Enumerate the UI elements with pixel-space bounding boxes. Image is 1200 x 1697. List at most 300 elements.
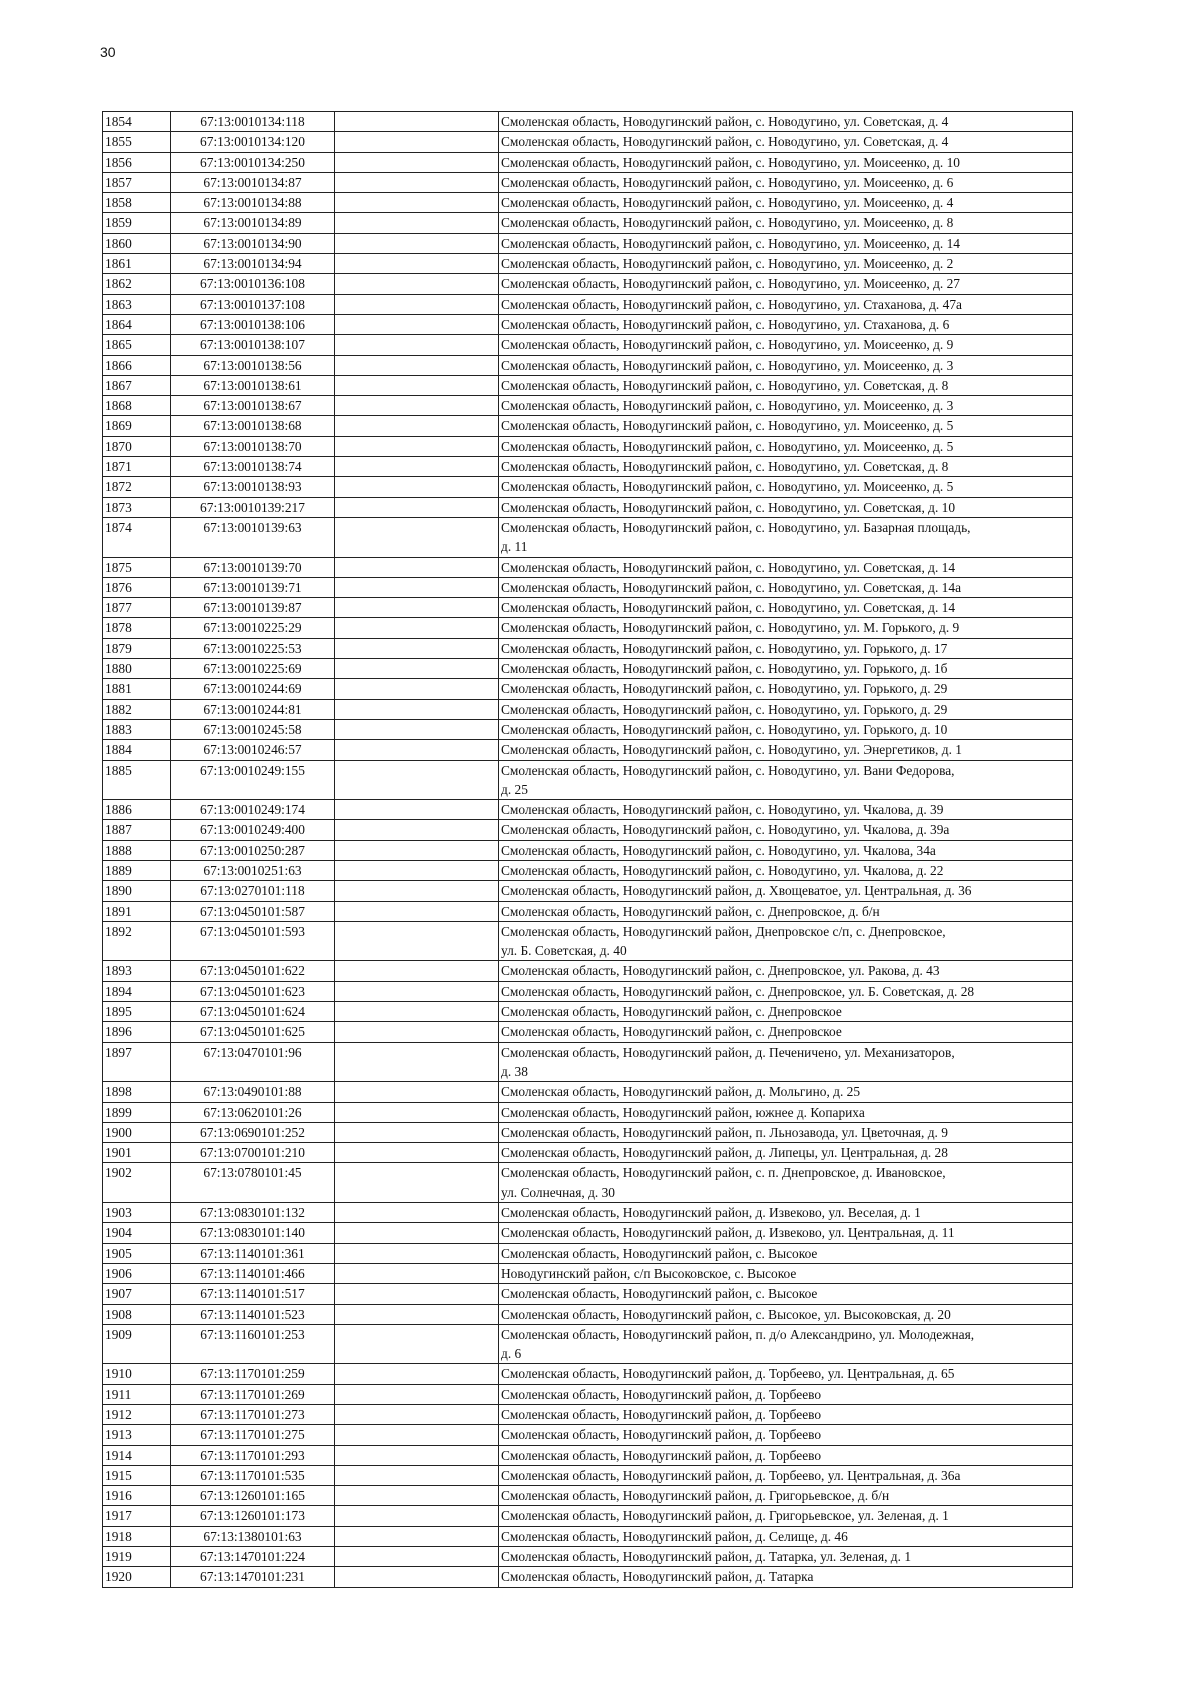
address-line: Смоленская область, Новодугинский район, с. Новодугино, ул. Моисеенко, д. 8 (501, 215, 954, 231)
cadastral-number-cell: 67:13:1170101:275 (171, 1425, 335, 1445)
cadastral-number-cell: 67:13:1140101:517 (171, 1284, 335, 1304)
table-row (103, 1223, 1073, 1243)
row-number-cell: 1875 (103, 557, 171, 577)
address-line: Смоленская область, Новодугинский район, п. Льнозавода, ул. Цветочная, д. 9 (501, 1124, 948, 1140)
address-line: Новодугинский район, с/п Высоковское, с. Высокое (501, 1265, 797, 1281)
table-row (103, 1324, 1073, 1364)
address-cell (499, 1284, 1073, 1304)
row-number-cell: 1901 (103, 1143, 171, 1163)
empty-cell (335, 1284, 499, 1304)
row-number-cell: 1902 (103, 1163, 171, 1203)
empty-cell (335, 294, 499, 314)
table-row (103, 1243, 1073, 1263)
empty-cell (335, 1102, 499, 1122)
row-number-cell: 1858 (103, 193, 171, 213)
address-cell (499, 1243, 1073, 1263)
empty-cell (335, 355, 499, 375)
address-line: Смоленская область, Новодугинский район, д. Торбеево, ул. Центральная, д. 36а (501, 1467, 961, 1483)
address-cell (499, 335, 1073, 355)
address-line: Смоленская область, Новодугинский район, с. Новодугино, ул. Чкалова, д. 39 (501, 802, 944, 818)
table-row (103, 233, 1073, 253)
address-line: Смоленская область, Новодугинский район, д. Григорьевское, д. б/н (501, 1488, 890, 1504)
address-cell (499, 577, 1073, 597)
cadastral-number-cell: 67:13:0010244:69 (171, 679, 335, 699)
cadastral-number-cell: 67:13:0450101:622 (171, 961, 335, 981)
row-number-cell: 1880 (103, 659, 171, 679)
empty-cell (335, 1567, 499, 1587)
cadastral-number-cell: 67:13:0830101:132 (171, 1203, 335, 1223)
empty-cell (335, 961, 499, 981)
table-row (103, 112, 1073, 132)
address-line: Смоленская область, Новодугинский район, д. Селище, д. 46 (501, 1528, 848, 1544)
cadastral-number-cell: 67:13:0010139:217 (171, 497, 335, 517)
address-line: Смоленская область, Новодугинский район, с. Высокое (501, 1245, 818, 1261)
cadastral-number-cell: 67:13:1260101:173 (171, 1506, 335, 1526)
row-number-cell: 1869 (103, 416, 171, 436)
empty-cell (335, 1465, 499, 1485)
row-number-cell: 1868 (103, 396, 171, 416)
address-line: Смоленская область, Новодугинский район, д. Торбеево (501, 1447, 822, 1463)
cadastral-number-cell: 67:13:1170101:273 (171, 1405, 335, 1425)
table-row (103, 1284, 1073, 1304)
address-cell (499, 193, 1073, 213)
address-cell (499, 557, 1073, 577)
address-cell (499, 1445, 1073, 1465)
cadastral-number-cell: 67:13:0010138:56 (171, 355, 335, 375)
cadastral-number-cell: 67:13:1170101:293 (171, 1445, 335, 1465)
address-cell (499, 598, 1073, 618)
empty-cell (335, 1304, 499, 1324)
address-line: Смоленская область, Новодугинский район, д. Печеничено, ул. Механизаторов, (501, 1044, 955, 1060)
address-line: Смоленская область, Новодугинский район, с. Новодугино, ул. Горького, д. 1б (501, 661, 948, 677)
address-cell (499, 457, 1073, 477)
empty-cell (335, 699, 499, 719)
address-cell (499, 800, 1073, 820)
cadastral-number-cell: 67:13:0010249:155 (171, 760, 335, 800)
row-number-cell: 1909 (103, 1324, 171, 1364)
address-cell (499, 981, 1073, 1001)
table-row (103, 152, 1073, 172)
table-row (103, 1082, 1073, 1102)
table-row (103, 193, 1073, 213)
row-number-cell: 1919 (103, 1547, 171, 1567)
row-number-cell: 1916 (103, 1486, 171, 1506)
address-cell (499, 517, 1073, 557)
table-row (103, 679, 1073, 699)
address-line: Смоленская область, Новодугинский район, с. Новодугино, ул. Стаханова, д. 47а (501, 296, 962, 312)
row-number-cell: 1861 (103, 254, 171, 274)
address-cell (499, 314, 1073, 334)
table-row (103, 375, 1073, 395)
address-cell (499, 1263, 1073, 1283)
address-line: Смоленская область, Новодугинский район, с. Новодугино, ул. Моисеенко, д. 3 (501, 357, 954, 373)
empty-cell (335, 497, 499, 517)
address-cell (499, 152, 1073, 172)
cadastral-number-cell: 67:13:1380101:63 (171, 1526, 335, 1546)
address-line: Смоленская область, Новодугинский район, южнее д. Копариха (501, 1104, 865, 1120)
address-cell (499, 497, 1073, 517)
row-number-cell: 1903 (103, 1203, 171, 1223)
empty-cell (335, 1042, 499, 1082)
address-line: Смоленская область, Новодугинский район, с. Новодугино, ул. Стаханова, д. 6 (501, 316, 950, 332)
row-number-cell: 1900 (103, 1122, 171, 1142)
cadastral-number-cell: 67:13:0010134:89 (171, 213, 335, 233)
cadastral-number-cell: 67:13:0010137:108 (171, 294, 335, 314)
cadastral-number-cell: 67:13:0450101:593 (171, 921, 335, 961)
address-line: Смоленская область, Новодугинский район, с. Новодугино, ул. Моисеенко, д. 5 (501, 438, 954, 454)
row-number-cell: 1895 (103, 1002, 171, 1022)
cadastral-number-cell: 67:13:0010138:67 (171, 396, 335, 416)
address-cell (499, 477, 1073, 497)
cadastral-number-cell: 67:13:0010138:61 (171, 375, 335, 395)
address-line-continuation: д. 38 (501, 1063, 528, 1079)
table-row (103, 1022, 1073, 1042)
cadastral-number-cell: 67:13:0010250:287 (171, 840, 335, 860)
table-row (103, 961, 1073, 981)
address-cell (499, 679, 1073, 699)
row-number-cell: 1855 (103, 132, 171, 152)
empty-cell (335, 1425, 499, 1445)
row-number-cell: 1872 (103, 477, 171, 497)
address-cell (499, 659, 1073, 679)
row-number-cell: 1918 (103, 1526, 171, 1546)
cadastral-number-cell: 67:13:0450101:623 (171, 981, 335, 1001)
empty-cell (335, 638, 499, 658)
table-row (103, 213, 1073, 233)
cadastral-number-cell: 67:13:0010134:94 (171, 254, 335, 274)
address-line: Смоленская область, Новодугинский район, с. Новодугино, ул. Моисеенко, д. 4 (501, 195, 954, 211)
address-line: Смоленская область, Новодугинский район, с. Новодугино, ул. Энергетиков, д. 1 (501, 742, 962, 758)
address-cell (499, 1364, 1073, 1384)
address-line: Смоленская область, Новодугинский район, с. Новодугино, ул. Горького, д. 29 (501, 681, 948, 697)
address-cell (499, 1042, 1073, 1082)
address-cell (499, 1143, 1073, 1163)
address-line: Смоленская область, Новодугинский район, п. д/о Александрино, ул. Молодежная, (501, 1326, 975, 1342)
empty-cell (335, 1384, 499, 1404)
cadastral-number-cell: 67:13:0010134:250 (171, 152, 335, 172)
cadastral-number-cell: 67:13:1170101:259 (171, 1364, 335, 1384)
empty-cell (335, 679, 499, 699)
table-row (103, 274, 1073, 294)
table-row (103, 881, 1073, 901)
row-number-cell: 1878 (103, 618, 171, 638)
empty-cell (335, 598, 499, 618)
address-cell (499, 1547, 1073, 1567)
address-cell (499, 213, 1073, 233)
address-line: Смоленская область, Новодугинский район, д. Торбеево (501, 1386, 822, 1402)
row-number-cell: 1867 (103, 375, 171, 395)
address-line: Смоленская область, Новодугинский район, с. Новодугино, ул. Моисеенко, д. 5 (501, 418, 954, 434)
cadastral-number-cell: 67:13:1470101:231 (171, 1567, 335, 1587)
row-number-cell: 1883 (103, 719, 171, 739)
address-cell (499, 1002, 1073, 1022)
address-cell (499, 881, 1073, 901)
row-number-cell: 1864 (103, 314, 171, 334)
row-number-cell: 1908 (103, 1304, 171, 1324)
address-line: Смоленская область, Новодугинский район, с. Новодугино, ул. Советская, д. 10 (501, 499, 956, 515)
empty-cell (335, 375, 499, 395)
address-cell (499, 233, 1073, 253)
address-cell (499, 1122, 1073, 1142)
cadastral-number-cell: 67:13:0010138:70 (171, 436, 335, 456)
address-line: Смоленская область, Новодугинский район, с. Новодугино, ул. Вани Федорова, (501, 762, 955, 778)
empty-cell (335, 112, 499, 132)
table-row (103, 760, 1073, 800)
empty-cell (335, 719, 499, 739)
address-line: Смоленская область, Новодугинский район, с. Днепровское, ул. Ракова, д. 43 (501, 963, 940, 979)
empty-cell (335, 1223, 499, 1243)
address-line: Смоленская область, Новодугинский район, д. Мольгино, д. 25 (501, 1084, 861, 1100)
table-row (103, 1263, 1073, 1283)
table-row (103, 740, 1073, 760)
address-cell (499, 1425, 1073, 1445)
address-line: Смоленская область, Новодугинский район, с. Новодугино, ул. Советская, д. 8 (501, 459, 949, 475)
address-line: Смоленская область, Новодугинский район, с. Новодугино, ул. Горького, д. 10 (501, 721, 948, 737)
cadastral-number-cell: 67:13:0010136:108 (171, 274, 335, 294)
address-line: Смоленская область, Новодугинский район, д. Григорьевское, ул. Зеленая, д. 1 (501, 1508, 949, 1524)
row-number-cell: 1863 (103, 294, 171, 314)
row-number-cell: 1917 (103, 1506, 171, 1526)
address-line: Смоленская область, Новодугинский район, д. Торбеево (501, 1427, 822, 1443)
row-number-cell: 1898 (103, 1082, 171, 1102)
row-number-cell: 1912 (103, 1405, 171, 1425)
table-row (103, 172, 1073, 192)
empty-cell (335, 416, 499, 436)
address-cell (499, 254, 1073, 274)
cadastral-number-cell: 67:13:0450101:587 (171, 901, 335, 921)
table-row (103, 294, 1073, 314)
table-row (103, 1122, 1073, 1142)
address-line: Смоленская область, Новодугинский район, с. Новодугино, ул. Горького, д. 29 (501, 701, 948, 717)
table-row (103, 436, 1073, 456)
cadastral-number-cell: 67:13:0010138:74 (171, 457, 335, 477)
empty-cell (335, 172, 499, 192)
address-line: Смоленская область, Новодугинский район, д. Торбеево (501, 1407, 822, 1422)
row-number-cell: 1887 (103, 820, 171, 840)
empty-cell (335, 1506, 499, 1526)
table-row (103, 1304, 1073, 1324)
address-line: Смоленская область, Новодугинский район, с. Новодугино, ул. Советская, д. 14а (501, 579, 962, 595)
row-number-cell: 1894 (103, 981, 171, 1001)
address-cell (499, 901, 1073, 921)
table-row (103, 800, 1073, 820)
empty-cell (335, 1243, 499, 1263)
empty-cell (335, 760, 499, 800)
row-number-cell: 1856 (103, 152, 171, 172)
table-row (103, 416, 1073, 436)
cadastral-number-cell: 67:13:1260101:165 (171, 1486, 335, 1506)
table-row (103, 457, 1073, 477)
empty-cell (335, 1526, 499, 1546)
address-line: Смоленская область, Новодугинский район, с. Новодугино, ул. Базарная площадь, (501, 519, 971, 535)
address-line-continuation: д. 6 (501, 1346, 522, 1362)
table-row (103, 1445, 1073, 1465)
address-cell (499, 1102, 1073, 1122)
table-row (103, 1405, 1073, 1425)
cadastral-number-cell: 67:13:1160101:253 (171, 1324, 335, 1364)
table-row (103, 314, 1073, 334)
cadastral-number-cell: 67:13:0010225:29 (171, 618, 335, 638)
row-number-cell: 1877 (103, 598, 171, 618)
table-row (103, 577, 1073, 597)
empty-cell (335, 274, 499, 294)
table-row (103, 659, 1073, 679)
empty-cell (335, 1122, 499, 1142)
address-line: Смоленская область, Новодугинский район, с. п. Днепровское, д. Ивановское, (501, 1165, 946, 1181)
table-row (103, 981, 1073, 1001)
cadastral-number-cell: 67:13:0470101:96 (171, 1042, 335, 1082)
cadastral-number-cell: 67:13:0010249:400 (171, 820, 335, 840)
empty-cell (335, 820, 499, 840)
address-line: Смоленская область, Новодугинский район, с. Новодугино, ул. Советская, д. 14 (501, 559, 956, 575)
address-line: Смоленская область, Новодугинский район, с. Новодугино, ул. Моисеенко, д. 6 (501, 174, 954, 190)
cadastral-number-cell: 67:13:0010225:53 (171, 638, 335, 658)
address-cell (499, 1203, 1073, 1223)
empty-cell (335, 193, 499, 213)
address-line: Смоленская область, Новодугинский район, с. Днепровское (501, 1004, 842, 1020)
address-line-continuation: д. 11 (501, 539, 528, 555)
address-cell (499, 396, 1073, 416)
cadastral-number-cell: 67:13:0270101:118 (171, 881, 335, 901)
address-cell (499, 1163, 1073, 1203)
empty-cell (335, 618, 499, 638)
address-cell (499, 1022, 1073, 1042)
table-row (103, 254, 1073, 274)
address-line: Смоленская область, Новодугинский район, с. Новодугино, ул. Горького, д. 17 (501, 640, 948, 656)
address-line: Смоленская область, Новодугинский район, с. Высокое, ул. Высоковская, д. 20 (501, 1306, 951, 1322)
address-cell (499, 274, 1073, 294)
row-number-cell: 1913 (103, 1425, 171, 1445)
empty-cell (335, 1445, 499, 1465)
row-number-cell: 1915 (103, 1465, 171, 1485)
empty-cell (335, 1263, 499, 1283)
registry-table (102, 111, 1073, 1588)
empty-cell (335, 800, 499, 820)
address-line: Смоленская область, Новодугинский район, с. Новодугино, ул. Советская, д. 14 (501, 600, 956, 616)
row-number-cell: 1879 (103, 638, 171, 658)
cadastral-number-cell: 67:13:0010138:107 (171, 335, 335, 355)
address-line-continuation: д. 25 (501, 781, 528, 797)
address-line: Смоленская область, Новодугинский район, с. Днепровское (501, 1024, 842, 1040)
address-cell (499, 1486, 1073, 1506)
cadastral-number-cell: 67:13:0490101:88 (171, 1082, 335, 1102)
table-row (103, 355, 1073, 375)
empty-cell (335, 254, 499, 274)
address-cell (499, 1082, 1073, 1102)
empty-cell (335, 1082, 499, 1102)
row-number-cell: 1854 (103, 112, 171, 132)
address-line: Смоленская область, Новодугинский район, д. Извеково, ул. Веселая, д. 1 (501, 1205, 921, 1221)
page-number: 30 (100, 44, 116, 60)
address-line: Смоленская область, Новодугинский район, с. Новодугино, ул. Моисеенко, д. 5 (501, 479, 954, 495)
empty-cell (335, 1324, 499, 1364)
address-cell (499, 1384, 1073, 1404)
row-number-cell: 1881 (103, 679, 171, 699)
row-number-cell: 1860 (103, 233, 171, 253)
row-number-cell: 1866 (103, 355, 171, 375)
table-row (103, 840, 1073, 860)
row-number-cell: 1905 (103, 1243, 171, 1263)
empty-cell (335, 1203, 499, 1223)
address-cell (499, 760, 1073, 800)
empty-cell (335, 477, 499, 497)
row-number-cell: 1892 (103, 921, 171, 961)
table-row (103, 1163, 1073, 1203)
table-row (103, 396, 1073, 416)
empty-cell (335, 1486, 499, 1506)
empty-cell (335, 517, 499, 557)
table-row (103, 557, 1073, 577)
row-number-cell: 1911 (103, 1384, 171, 1404)
row-number-cell: 1874 (103, 517, 171, 557)
row-number-cell: 1899 (103, 1102, 171, 1122)
address-line: Смоленская область, Новодугинский район, с. Днепровское, д. б/н (501, 903, 880, 919)
address-cell (499, 436, 1073, 456)
cadastral-number-cell: 67:13:0010138:93 (171, 477, 335, 497)
cadastral-number-cell: 67:13:1140101:361 (171, 1243, 335, 1263)
row-number-cell: 1870 (103, 436, 171, 456)
table-row (103, 1364, 1073, 1384)
address-line: Смоленская область, Новодугинский район, с. Новодугино, ул. М. Горького, д. 9 (501, 620, 960, 636)
empty-cell (335, 901, 499, 921)
address-cell (499, 638, 1073, 658)
address-line: Смоленская область, Новодугинский район, с. Новодугино, ул. Моисеенко, д. 27 (501, 276, 960, 292)
table-row (103, 1042, 1073, 1082)
cadastral-number-cell: 67:13:0010249:174 (171, 800, 335, 820)
empty-cell (335, 396, 499, 416)
address-cell (499, 921, 1073, 961)
row-number-cell: 1920 (103, 1567, 171, 1587)
cadastral-number-cell: 67:13:0450101:625 (171, 1022, 335, 1042)
table-row (103, 860, 1073, 880)
table-row (103, 1143, 1073, 1163)
row-number-cell: 1885 (103, 760, 171, 800)
row-number-cell: 1884 (103, 740, 171, 760)
cadastral-number-cell: 67:13:0690101:252 (171, 1122, 335, 1142)
address-line: Смоленская область, Новодугинский район, д. Хвощеватое, ул. Центральная, д. 36 (501, 883, 972, 899)
address-cell (499, 820, 1073, 840)
address-cell (499, 1304, 1073, 1324)
row-number-cell: 1910 (103, 1364, 171, 1384)
cadastral-number-cell: 67:13:1470101:224 (171, 1547, 335, 1567)
row-number-cell: 1871 (103, 457, 171, 477)
empty-cell (335, 740, 499, 760)
row-number-cell: 1906 (103, 1263, 171, 1283)
cadastral-number-cell: 67:13:0010138:68 (171, 416, 335, 436)
address-line: Смоленская область, Новодугинский район, д. Татарка (501, 1569, 814, 1585)
cadastral-number-cell: 67:13:0010134:120 (171, 132, 335, 152)
address-line: Смоленская область, Новодугинский район, с. Новодугино, ул. Чкалова, д. 22 (501, 862, 944, 878)
empty-cell (335, 1364, 499, 1384)
empty-cell (335, 1143, 499, 1163)
address-cell (499, 860, 1073, 880)
row-number-cell: 1862 (103, 274, 171, 294)
address-line: Смоленская область, Новодугинский район, с. Днепровское, ул. Б. Советская, д. 28 (501, 983, 975, 999)
row-number-cell: 1896 (103, 1022, 171, 1042)
cadastral-number-cell: 67:13:1140101:523 (171, 1304, 335, 1324)
empty-cell (335, 213, 499, 233)
empty-cell (335, 1405, 499, 1425)
cadastral-number-cell: 67:13:0010139:71 (171, 577, 335, 597)
address-cell (499, 961, 1073, 981)
empty-cell (335, 981, 499, 1001)
address-line: Смоленская область, Новодугинский район, с. Новодугино, ул. Чкалова, 34а (501, 842, 936, 858)
address-cell (499, 740, 1073, 760)
address-cell (499, 1405, 1073, 1425)
table-row (103, 638, 1073, 658)
row-number-cell: 1914 (103, 1445, 171, 1465)
address-line: Смоленская область, Новодугинский район, с. Новодугино, ул. Моисеенко, д. 14 (501, 235, 960, 251)
